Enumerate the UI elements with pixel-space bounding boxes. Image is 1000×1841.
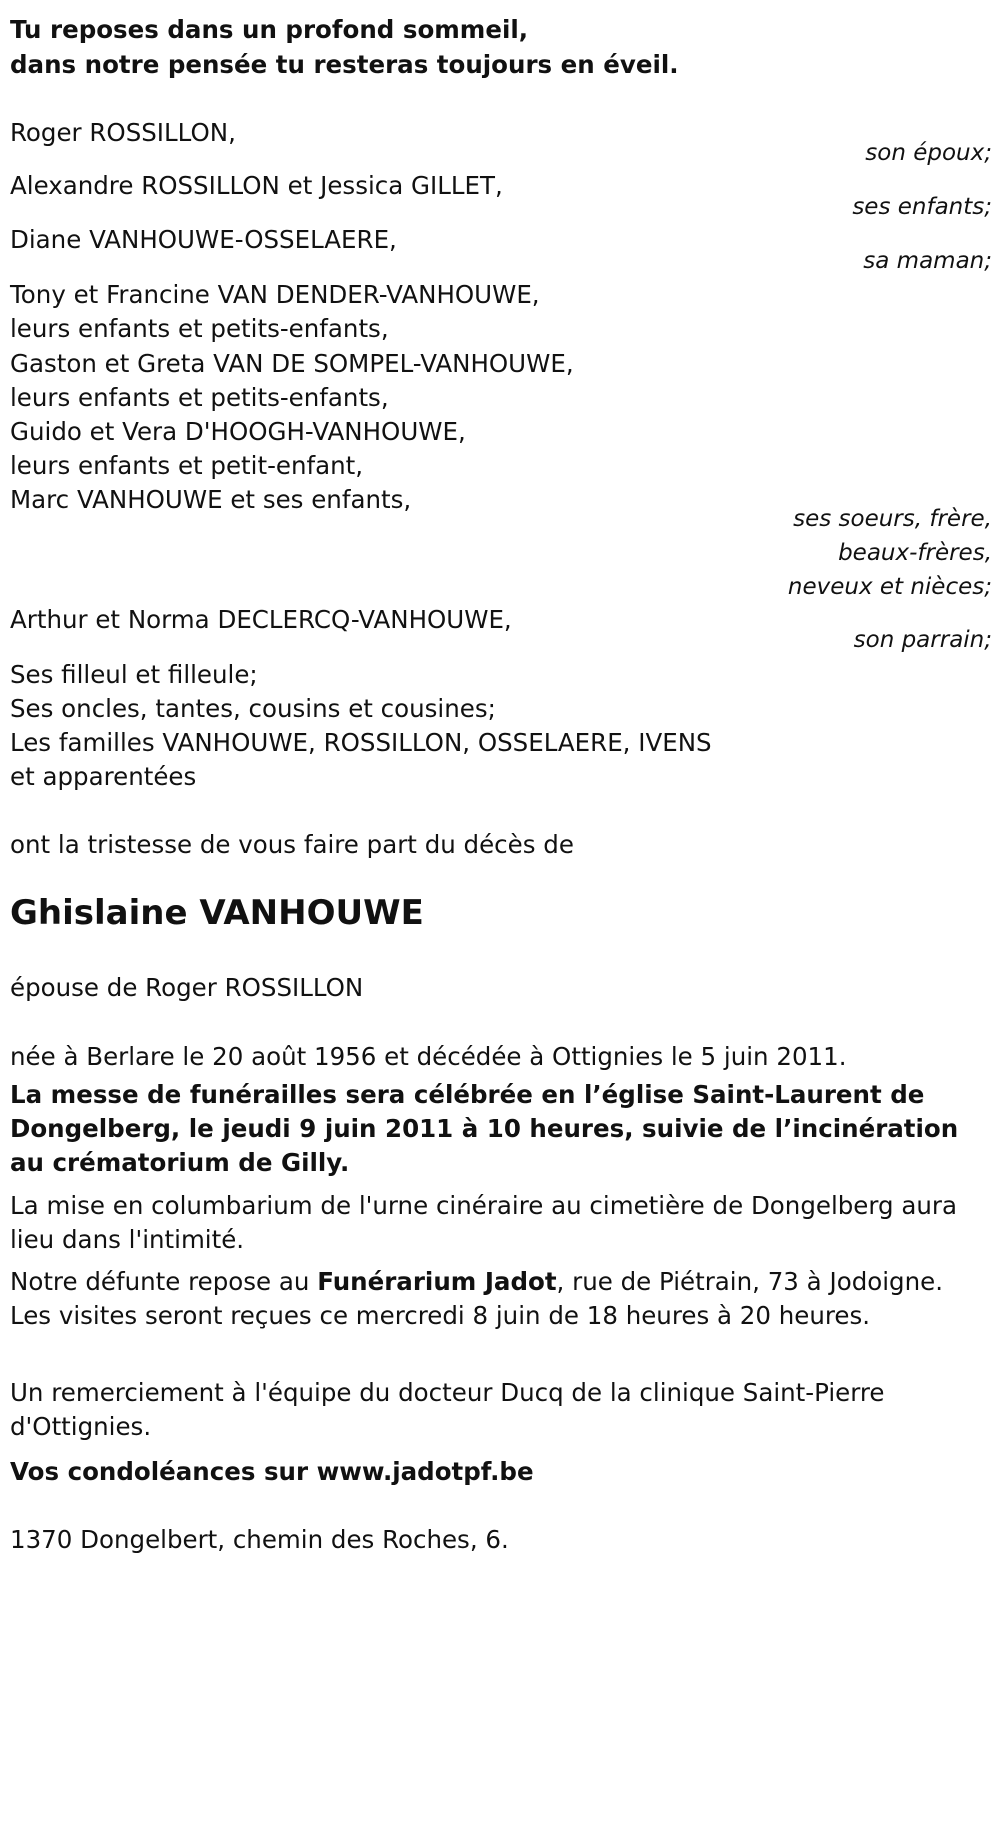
funeral-mass-text: La messe de funérailles sera célébrée en l’église Saint-Laurent de Dongelberg, le jeudi 9 juin 2011 à 10 heures, suivie de l’incinération au crématorium de Gilly.	[10, 1080, 959, 1177]
announcement-text: ont la tristesse de vous faire part du décès de	[10, 830, 574, 859]
children-names: Alexandre ROSSILLON et Jessica GILLET,	[10, 171, 503, 200]
other-relatives-line: Ses filleul et filleule;	[10, 660, 258, 689]
other-relatives-line: et apparentées	[10, 762, 197, 791]
siblings-relation: beaux-frères,	[838, 540, 992, 566]
sibling-line: Tony et Francine VAN DENDER-VANHOUWE,	[10, 280, 540, 309]
poem-line-2: dans notre pensée tu resteras toujours en éveil.	[10, 50, 679, 79]
deceased-name: Ghislaine VANHOUWE	[10, 893, 424, 933]
mother-relation: sa maman;	[863, 248, 992, 274]
godfather-relation: son parrain;	[853, 627, 992, 653]
godfather-names: Arthur et Norma DECLERCQ-VANHOUWE,	[10, 605, 512, 634]
other-relatives-line: Ses oncles, tantes, cousins et cousines;	[10, 694, 496, 723]
sibling-line: leurs enfants et petit-enfant,	[10, 451, 364, 480]
sibling-line: Marc VANHOUWE et ses enfants,	[10, 485, 412, 514]
sibling-line: Gaston et Greta VAN DE SOMPEL-VANHOUWE,	[10, 349, 574, 378]
funerarium-name: Funérarium Jadot	[317, 1267, 557, 1296]
repose-text	[10, 1265, 985, 1333]
birth-death-line: née à Berlare le 20 août 1956 et décédée à Ottignies le 5 juin 2011.	[10, 1042, 847, 1071]
columbarium-text: La mise en columbarium de l'urne cinéraire au cimetière de Dongelberg aura lieu dans l'intimité.	[10, 1191, 957, 1254]
other-relatives-line: Les familles VANHOUWE, ROSSILLON, OSSELAERE, IVENS	[10, 728, 712, 757]
condolences-text: Vos condoléances sur www.jadotpf.be	[10, 1457, 534, 1486]
husband-name: Roger ROSSILLON,	[10, 118, 236, 147]
siblings-relation: neveux et nièces;	[787, 574, 992, 600]
sibling-line: leurs enfants et petits-enfants,	[10, 383, 389, 412]
husband-relation: son époux;	[865, 140, 992, 166]
address-text: 1370 Dongelbert, chemin des Roches, 6.	[10, 1525, 509, 1554]
poem-line-1: Tu reposes dans un profond sommeil,	[10, 15, 529, 44]
spouse-line: épouse de Roger ROSSILLON	[10, 973, 364, 1002]
thanks-text: Un remerciement à l'équipe du docteur Ducq de la clinique Saint-Pierre d'Ottignies.	[10, 1378, 885, 1441]
sibling-line: Guido et Vera D'HOOGH-VANHOUWE,	[10, 417, 466, 446]
repose-prefix: Notre défunte repose au	[10, 1267, 318, 1296]
siblings-relation: ses soeurs, frère,	[793, 506, 992, 532]
children-relation: ses enfants;	[852, 194, 992, 220]
sibling-line: leurs enfants et petits-enfants,	[10, 314, 389, 343]
mother-name: Diane VANHOUWE-OSSELAERE,	[10, 225, 397, 254]
repose-suffix: , rue de Piétrain, 73 à Jodoigne. Les visites seront reçues ce mercredi 8 juin de 18 heures à 20 heures.	[10, 1267, 943, 1330]
